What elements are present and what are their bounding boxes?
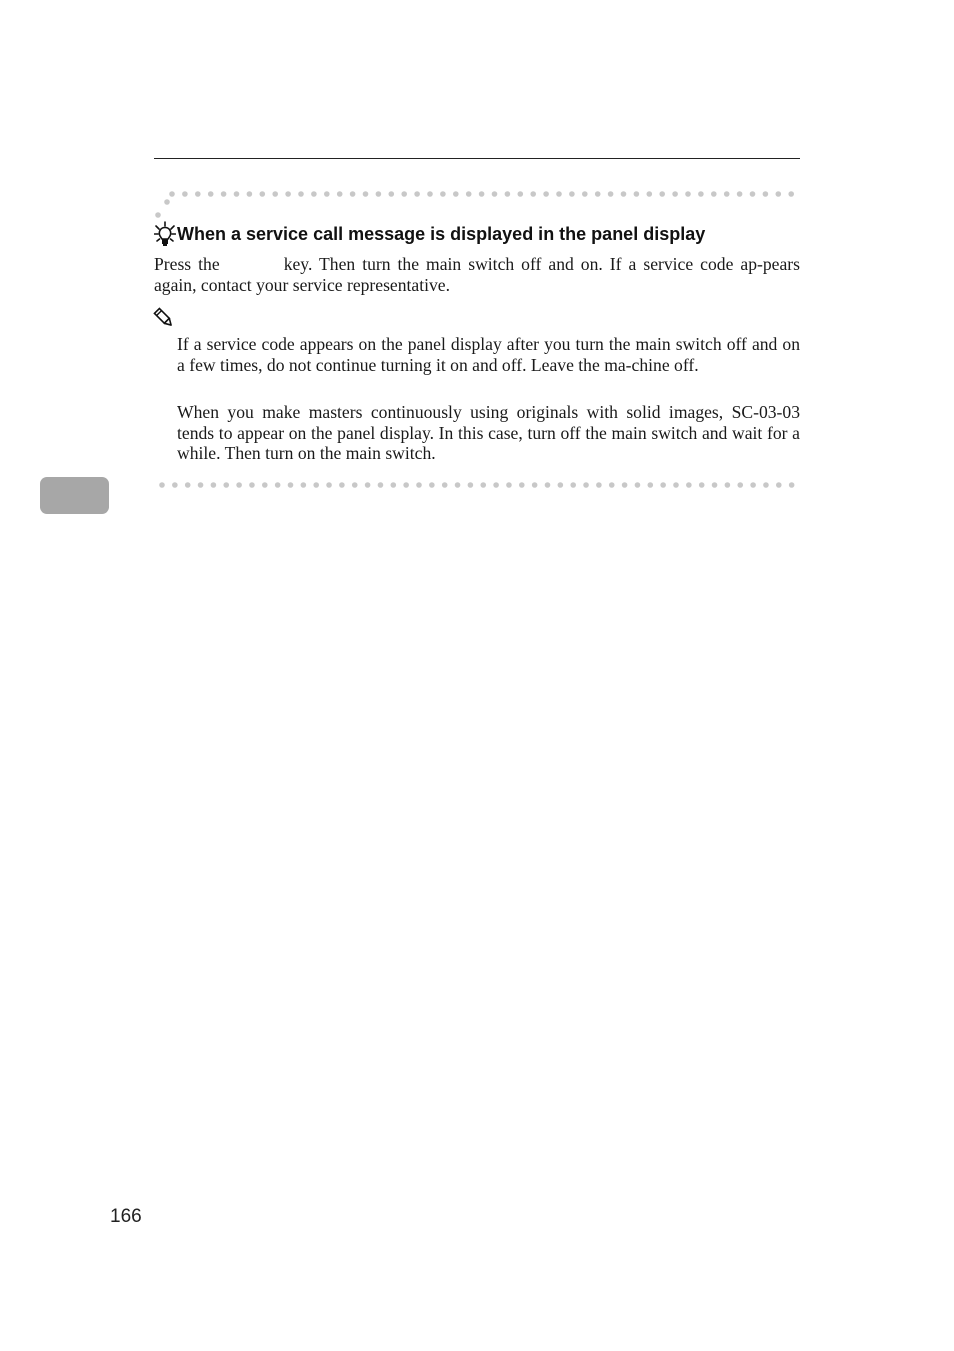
separator-dot	[673, 482, 679, 488]
separator-dot	[634, 191, 640, 197]
separator-dot	[530, 191, 536, 197]
light-bulb-icon	[154, 221, 176, 247]
separator-dot	[236, 482, 242, 488]
separator-dot	[182, 191, 188, 197]
separator-dot	[440, 191, 446, 197]
note-text: If a service code appears on the panel display after you turn the main switch off and on a few times, do not continue turning it on and off. Leave the ma-chine off.	[177, 334, 800, 375]
separator-dot	[608, 191, 614, 197]
header-rule	[154, 158, 800, 159]
separator-dot	[429, 482, 435, 488]
separator-dot	[725, 482, 731, 488]
separator-dot	[609, 482, 615, 488]
separator-dot	[648, 482, 654, 488]
separator-dot	[776, 191, 782, 197]
separator-dot	[635, 482, 641, 488]
separator-dot	[352, 482, 358, 488]
separator-dot	[506, 482, 512, 488]
separator-dot	[519, 482, 525, 488]
separator-dot	[569, 191, 575, 197]
separator-dot	[480, 482, 486, 488]
separator-dot	[247, 191, 253, 197]
separator-dot	[427, 191, 433, 197]
separator-dot	[686, 482, 692, 488]
separator-dot	[737, 191, 743, 197]
separator-dot	[596, 482, 602, 488]
separator-dot	[221, 191, 227, 197]
separator-dot	[737, 482, 743, 488]
separator-dot	[672, 191, 678, 197]
intro-text-before-key: Press the	[154, 254, 220, 274]
separator-dot	[169, 191, 175, 197]
note-item	[177, 402, 800, 464]
separator-dot	[275, 482, 281, 488]
separator-dot	[288, 482, 294, 488]
separator-dot	[337, 191, 343, 197]
separator-dot	[699, 482, 705, 488]
tip-heading-text: When a service call message is displayed in the panel display	[177, 223, 706, 244]
separator-dot	[582, 191, 588, 197]
separator-dot	[339, 482, 345, 488]
separator-dot	[750, 191, 756, 197]
separator-dot	[532, 482, 538, 488]
separator-dot	[455, 482, 461, 488]
note-text: When you make masters continuously using originals with solid images, SC-03-03 tends to appear on the panel display. In this case, turn off the main switch and wait for a while. Then turn on the main switch.	[177, 402, 800, 464]
separator-dot	[493, 482, 499, 488]
separator-dot	[545, 482, 551, 488]
separator-dot	[260, 191, 266, 197]
separator-dot	[195, 191, 201, 197]
separator-dot	[570, 482, 576, 488]
pencil-icon	[153, 307, 175, 329]
separator-dot	[249, 482, 255, 488]
separator-dot	[378, 482, 384, 488]
separator-dot	[185, 482, 191, 488]
separator-dot	[313, 482, 319, 488]
separator-dot	[301, 482, 307, 488]
separator-dot	[453, 191, 459, 197]
intro-text-after-key: key. Then turn the main switch off and on. If a service code ap-pears again, contact your service representative.	[154, 254, 800, 295]
separator-dot	[272, 191, 278, 197]
separator-dot	[198, 482, 204, 488]
separator-dot	[285, 191, 291, 197]
separator-dot	[621, 191, 627, 197]
separator-dot	[324, 191, 330, 197]
separator-dot	[416, 482, 422, 488]
separator-dot	[583, 482, 589, 488]
separator-dot	[363, 191, 369, 197]
separator-dot	[401, 191, 407, 197]
separator-dot	[298, 191, 304, 197]
separator-dot	[698, 191, 704, 197]
separator-dot	[391, 482, 397, 488]
separator-dot	[211, 482, 217, 488]
separator-dot	[776, 482, 782, 488]
separator-dot	[505, 191, 511, 197]
separator-dot	[234, 191, 240, 197]
separator-dot	[558, 482, 564, 488]
separator-dot	[518, 191, 524, 197]
separator-dot	[442, 482, 448, 488]
intro-paragraph	[154, 254, 800, 295]
separator-dot	[595, 191, 601, 197]
page-number: 166	[110, 1206, 142, 1227]
separator-dot	[414, 191, 420, 197]
separator-dot	[389, 191, 395, 197]
tip-heading	[154, 219, 705, 249]
separator-dot	[711, 191, 717, 197]
separator-dot	[647, 191, 653, 197]
dotted-separator-top	[150, 190, 800, 198]
separator-dot	[750, 482, 756, 488]
separator-dot	[479, 191, 485, 197]
separator-dot	[685, 191, 691, 197]
separator-dot	[208, 191, 214, 197]
separator-dot	[365, 482, 371, 488]
separator-dot	[543, 191, 549, 197]
chapter-thumb-tab	[40, 477, 109, 514]
separator-dot	[789, 482, 795, 488]
separator-dot	[712, 482, 718, 488]
separator-dot	[659, 191, 665, 197]
separator-dot	[159, 482, 165, 488]
separator-dot	[223, 482, 229, 488]
separator-dot	[172, 482, 178, 488]
note-item	[177, 334, 800, 375]
separator-dot	[376, 191, 382, 197]
separator-dot	[403, 482, 409, 488]
separator-dot	[556, 191, 562, 197]
separator-dot	[466, 191, 472, 197]
separator-dot	[763, 191, 769, 197]
dotted-separator-bottom	[150, 481, 800, 489]
separator-dot	[622, 482, 628, 488]
separator-dot	[326, 482, 332, 488]
separator-dot	[350, 191, 356, 197]
separator-dot	[468, 482, 474, 488]
separator-dot	[262, 482, 268, 488]
separator-dot	[311, 191, 317, 197]
separator-dot	[492, 191, 498, 197]
separator-dot	[724, 191, 730, 197]
separator-dot	[660, 482, 666, 488]
separator-dot	[788, 191, 794, 197]
separator-dot	[763, 482, 769, 488]
